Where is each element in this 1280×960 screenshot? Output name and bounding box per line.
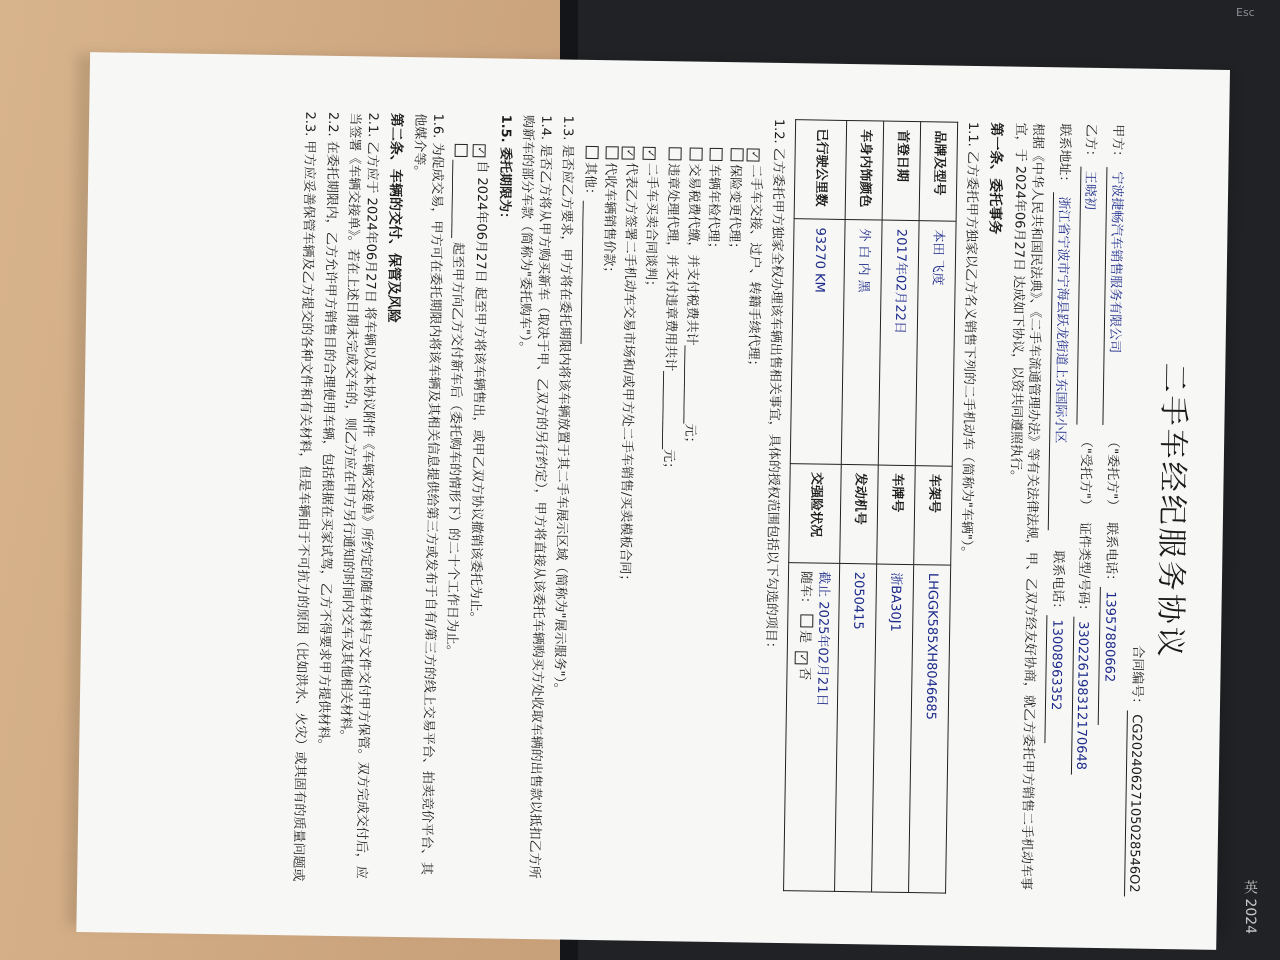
option-label: 违章处理代理，并支付违章费用共计____________元； bbox=[660, 163, 681, 476]
plate-label: 车牌号 bbox=[876, 465, 915, 565]
preamble: 根据《中华人民共和国民法典》、《二手车流通管理办法》等有关法律法规，甲、乙双方经友好协商，就乙方委托甲方销售二手机动车事宜，于 2024年06月27日 达成如下协议，以资共同遵照执行。 bbox=[1007, 122, 1046, 891]
party-b-row bbox=[1069, 124, 1100, 896]
insurance-follow-label: 随车： bbox=[797, 570, 814, 611]
mileage-label: 已行驶公里数 bbox=[794, 120, 846, 220]
party-a-phone: 13957880662 bbox=[1098, 587, 1119, 725]
clause-1-6: 1.6. 为促成交易，甲方可在委托期限内将该车辆及其相关信息提供给第三方或发布于自有/第三方的线上交易平台、拍卖竞价平台、其他媒介等。 bbox=[411, 113, 445, 875]
option-label: 代收车辆销售价款； bbox=[601, 162, 618, 280]
party-a-row bbox=[1095, 124, 1126, 896]
insurance-until: 截止 2025年02月21日 bbox=[813, 571, 831, 707]
option-checked-icon: ✓ bbox=[473, 144, 486, 157]
option-label: 二手车买卖合同谈判； bbox=[642, 162, 660, 294]
vehicle-info-table bbox=[783, 119, 958, 893]
address-phone-label: 联系电话： bbox=[1049, 550, 1066, 616]
option-label: ____________ 起至甲方向乙方交付新车后（委托购车的情形下）的二十个工作日为止。 bbox=[443, 159, 467, 659]
reg-date-value: 2017年02月22日 bbox=[878, 220, 919, 465]
option-label: 交易税费代缴，并支付税费共计____________元； bbox=[681, 163, 702, 450]
address-row bbox=[1042, 123, 1073, 895]
party-b-role: （"受托方"） bbox=[1077, 434, 1094, 512]
contract-paper bbox=[76, 52, 1230, 950]
option-label: 代表乙方签署二手机动车交易市场和/或甲方处二手车销售/买卖模板合同； bbox=[617, 162, 639, 588]
clause-2-1: 2.1. 乙方应于 2024年06月27日 将车辆以及本协议附件《车辆交接单》所约定的随车材料与文件交付甲方保管。双方完成交付后，应当签署《车辆交接单》。若在上述日期未完成交车的，则乙方应在甲方另行通知的时间内交车及其他相关材料。 bbox=[337, 112, 380, 879]
engine-value: 2050415 bbox=[834, 563, 876, 892]
authorization-options bbox=[569, 146, 764, 891]
document-title: 二手车经纪服务协议 bbox=[1151, 362, 1192, 660]
party-b-id-label: 证件类型/号码： bbox=[1075, 521, 1093, 618]
key-esc-label: Esc bbox=[1236, 6, 1255, 19]
brand-label: 品牌及型号 bbox=[919, 122, 958, 222]
clause-2-2: 2.2. 在委托期限内，乙方允许甲方销售目的合理使用车辆，包括根据在买家试驾，乙方不得要求甲方提供材料。 bbox=[314, 111, 340, 752]
engine-label: 发动机号 bbox=[839, 464, 878, 564]
option-label: 自 2024年06月27日 起至甲方将该车辆售出，或甲乙双方协议撤销该委托为止。 bbox=[467, 160, 490, 625]
contract-number: CG20240627105028546O2 bbox=[1124, 710, 1145, 897]
party-a-name: 宁波捷畅汽车销售服务有限公司 bbox=[1103, 167, 1126, 425]
clause-2-3: 2.3. 甲方应妥善保管车辆及乙方提交的各种文件和有关材料，但是车辆由于不可抗力的原因（比如洪水、火灾）或其固有的质量问题或 bbox=[290, 111, 318, 882]
address-phone: 13008963352 bbox=[1045, 615, 1066, 743]
party-b-name: 王晓初 bbox=[1076, 167, 1099, 425]
article-2-title: 第二条、车辆的交付、保管及风险 bbox=[384, 112, 404, 324]
taskbar-tray-text: 英 2024 bbox=[1242, 880, 1258, 935]
option-label: 其他：______________________ bbox=[579, 161, 598, 345]
clause-1-1: 1.1. 乙方委托甲方独家以乙方名义销售下列的二手机动车（简称为"车辆"）。 bbox=[958, 121, 981, 560]
color-label: 车身内饰颜色 bbox=[845, 120, 884, 220]
party-b-id: 330226198312170648 bbox=[1071, 617, 1092, 775]
insurance-cell bbox=[784, 562, 840, 891]
vin-value: LHGGK585XH8046685 bbox=[908, 564, 950, 893]
option-label: 保险变更代理； bbox=[725, 164, 743, 256]
clause-1-3: 1.3. 是否应乙方要求，甲方将在委托期限内将该车辆放置于其二手车展示区域（简称为"展示服务"）。 bbox=[551, 115, 576, 697]
party-a-role: （"委托方"） bbox=[1103, 435, 1121, 513]
option-unchecked-icon bbox=[606, 146, 619, 159]
article-1-title: 第一条、委托事务 bbox=[986, 122, 1005, 235]
reg-date-label: 首登日期 bbox=[882, 121, 921, 221]
option-label: 车辆年检代理； bbox=[705, 163, 722, 256]
option-unchecked-icon bbox=[730, 148, 743, 161]
clause-1-2: 1.2. 乙方委托甲方独家全权办理该车辆出售相关事宜，具体的授权范围包括以下勾选的项目： bbox=[762, 118, 787, 655]
insurance-yes-checkbox bbox=[800, 614, 813, 627]
party-a-label: 甲方： bbox=[1109, 124, 1126, 164]
insurance-no-label: 否 bbox=[796, 667, 812, 681]
vin-label: 车架号 bbox=[913, 465, 952, 565]
option-unchecked-icon bbox=[585, 146, 598, 159]
option-unchecked-icon bbox=[710, 148, 723, 161]
contract-number-label: 合同编号： bbox=[1129, 645, 1146, 711]
party-b-label: 乙方： bbox=[1082, 123, 1099, 163]
option-label: 二手车交接、过户、转籍手续代理； bbox=[744, 164, 764, 373]
brand-value: 本田 飞度 bbox=[915, 221, 956, 466]
insurance-yes-label: 是 bbox=[797, 629, 813, 644]
color-value: 外 白 内 黑 bbox=[841, 219, 882, 464]
mileage-value: 93270 KM bbox=[791, 219, 845, 464]
option-unchecked-icon bbox=[689, 148, 702, 161]
option-unchecked-icon bbox=[669, 147, 682, 160]
party-a-phone-label: 联系电话： bbox=[1102, 522, 1119, 588]
plate-value: 浙BA30J1 bbox=[871, 564, 913, 893]
option-checked-icon: ✓ bbox=[643, 147, 656, 160]
address-value: 浙江省宁波市宁海县跃龙街道上东国际小区 bbox=[1048, 192, 1072, 530]
insurance-no-checkbox: ✓ bbox=[795, 651, 808, 664]
contract-page bbox=[76, 52, 1230, 950]
clause-1-5-title: 1.5. 委托期限为： bbox=[496, 114, 513, 226]
option-unchecked-icon bbox=[455, 144, 468, 157]
insurance-label: 交强险状况 bbox=[789, 463, 841, 563]
option-checked-icon: ✓ bbox=[746, 148, 759, 161]
option-checked-icon: ✓ bbox=[622, 146, 635, 159]
clause-1-4: 1.4. 是否乙方将从甲方购买新车（取决于甲、乙双方的另行约定），甲方将直接从该委托车辆购买方处收取车辆的出售款以抵扣乙方所购新车的部分车款（简称为"委托购车"）。 bbox=[516, 114, 554, 879]
address-label: 联系地址： bbox=[1055, 123, 1072, 189]
